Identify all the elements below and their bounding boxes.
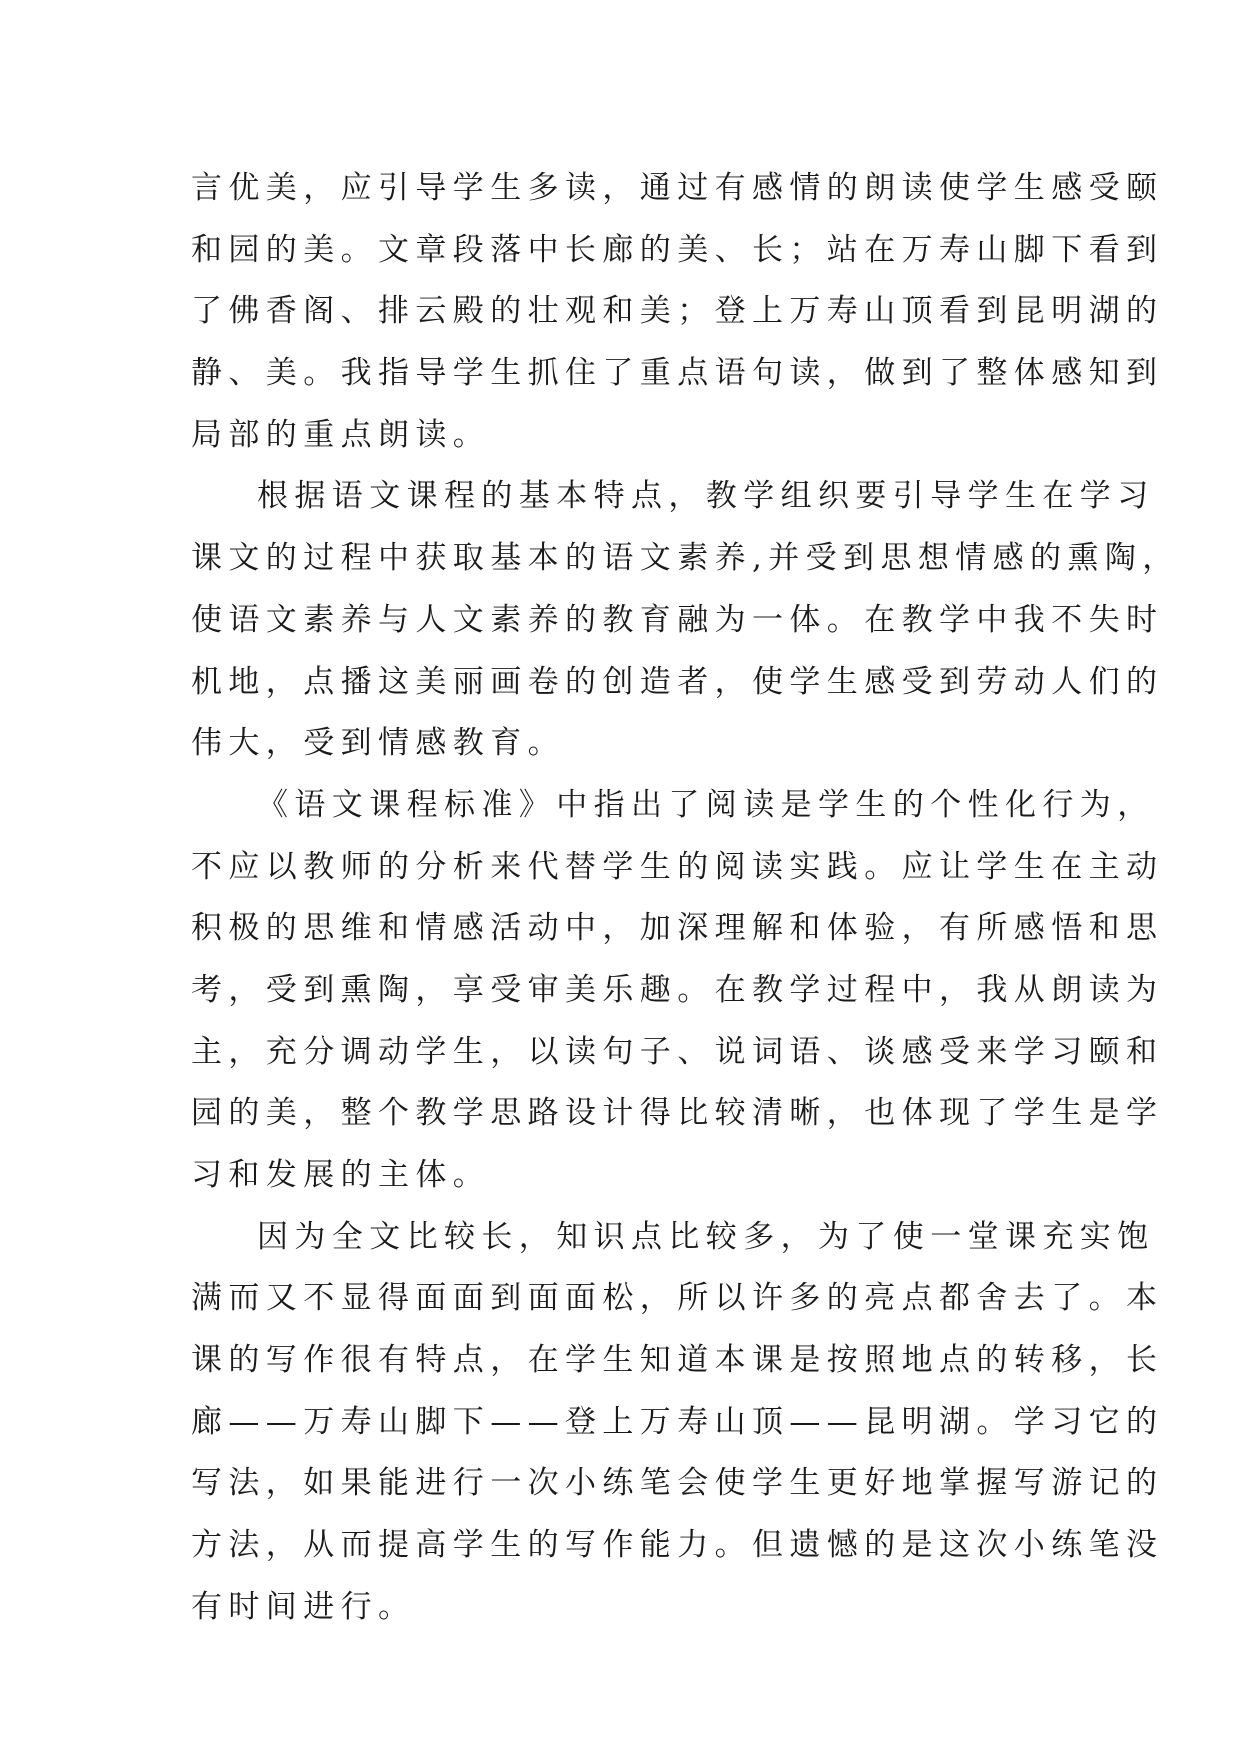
text-line: 园的美，整个教学思路设计得比较清晰，也体现了学生是学 [191,1095,1164,1132]
text-line: 方法，从而提高学生的写作能力。但遗憾的是这次小练笔没 [191,1527,1164,1564]
text-line: 局部的重点朗读。 [191,416,491,453]
paragraph-first-line: 因为全文比较长，知识点比较多，为了使一堂课充实饱 [257,1218,1155,1255]
paragraph-first-line: 根据语文课程的基本特点，教学组织要引导学生在学习 [257,478,1155,515]
text-line: 积极的思维和情感活动中，加深理解和体验，有所感悟和思 [191,910,1164,947]
text-line: 课的写作很有特点，在学生知道本课是按照地点的转移，长 [191,1342,1164,1379]
text-line: 廊——万寿山脚下——登上万寿山顶——昆明湖。学习它的 [191,1403,1164,1440]
text-line: 言优美，应引导学生多读，通过有感情的朗读使学生感受颐 [191,170,1164,206]
text-line: 了佛香阁、排云殿的壮观和美；登上万寿山顶看到昆明湖的 [191,293,1164,330]
text-line: 写法，如果能进行一次小练笔会使学生更好地掌握写游记的 [191,1465,1164,1502]
text-line: 伟大，受到情感教育。 [191,725,565,762]
text-line: 满而又不显得面面到面面松，所以许多的亮点都舍去了。本 [191,1280,1164,1317]
text-line: 机地，点播这美丽画卷的创造者，使学生感受到劳动人们的 [191,663,1164,700]
paragraph-first-line: 《语文课程标准》中指出了阅读是学生的个性化行为， [257,786,1155,823]
body-text [191,158,1180,1639]
text-line: 静、美。我指导学生抓住了重点语句读，做到了整体感知到 [191,355,1164,392]
text-line: 主，充分调动学生，以读句子、说词语、谈感受来学习颐和 [191,1033,1164,1070]
text-line: 使语文素养与人文素养的教育融为一体。在教学中我不失时 [191,601,1164,638]
text-line: 习和发展的主体。 [191,1157,491,1193]
text-line: 有时间进行。 [191,1588,416,1625]
text-line: 和园的美。文章段落中长廊的美、长；站在万寿山脚下看到 [191,231,1164,268]
text-line: 不应以教师的分析来代替学生的阅读实践。应让学生在主动 [191,848,1164,885]
text-line: 考，受到熏陶，享受审美乐趣。在教学过程中，我从朗读为 [191,971,1164,1008]
text-line: 课文的过程中获取基本的语文素养,并受到思想情感的熏陶， [191,540,1180,577]
